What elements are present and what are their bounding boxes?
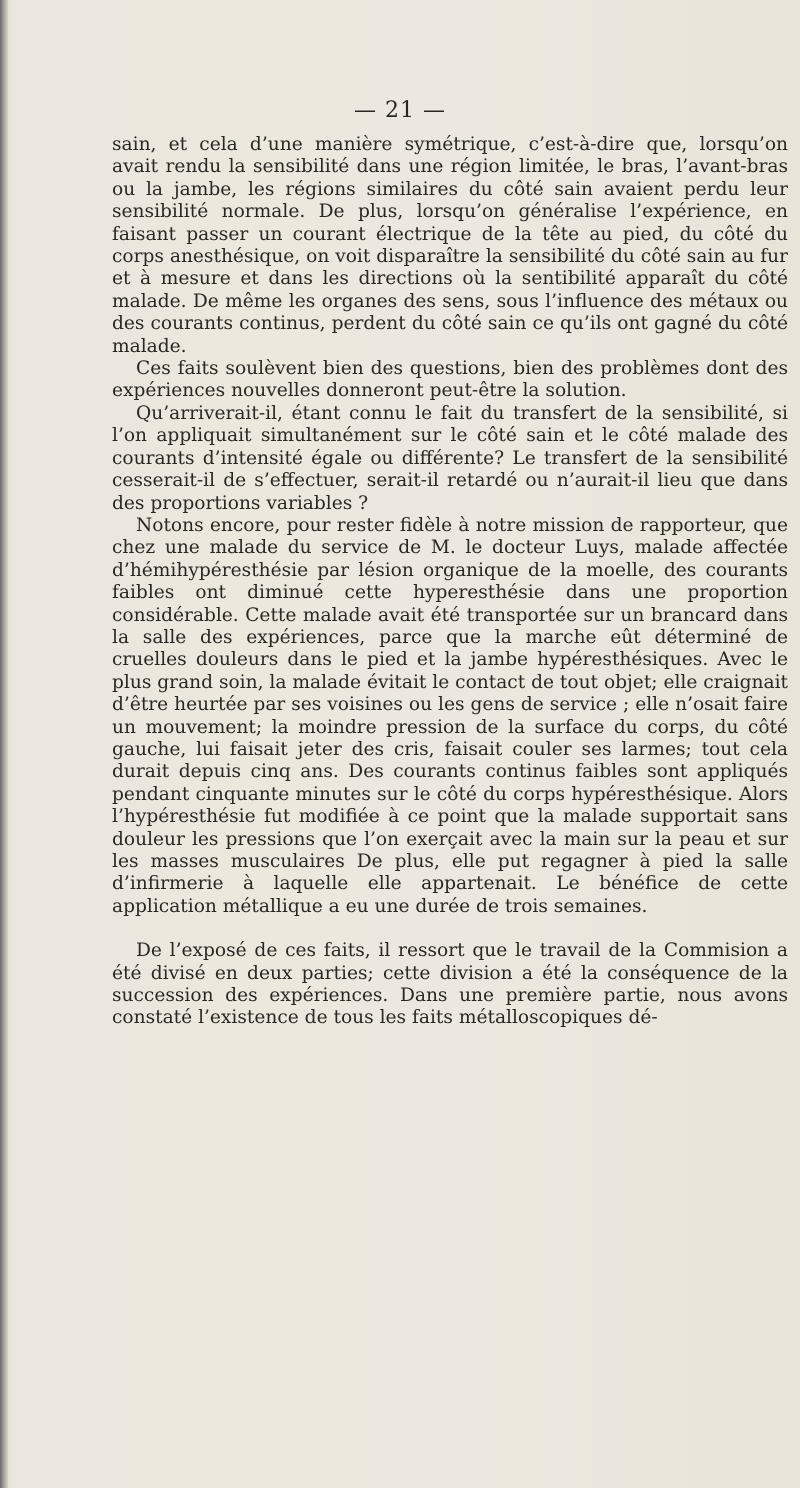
binding-edge <box>0 0 8 1488</box>
page-number: — 21 — <box>354 98 446 123</box>
paragraph-2: Ces faits soulèvent bien des questions, bien des problèmes dont des expériences nouvelles donneront peut-être la solution. <box>112 358 788 402</box>
body-text <box>112 134 788 1030</box>
paragraph-5: De l’exposé de ces faits, il ressort que le travail de la Commision a été divisé en deux parties; cette division a été la conséquence de la succession des expériences. Dans une première partie, nous avons constaté l’existence de tous les faits métalloscopiques dé- <box>112 940 788 1029</box>
paragraph-3: Qu’arriverait-il, étant connu le fait du transfert de la sensibilité, si l’on appliquait simultanément sur le côté sain et le côté malade des courants d’intensité égale ou différente? Le transfert de la sensibilité cesserait-il de s’effectuer, serait-il retardé ou n’aurait-il lieu que dans des proportions variables ? <box>112 402 788 514</box>
paragraph-1: sain, et cela d’une manière symétrique, c’est-à-dire que, lorsqu’on avait rendu la sensibilité dans une région limitée, le bras, l’avant-bras ou la jambe, les régions similaires du côté sain avaient perdu leur sensibilité normale. De plus, lorsqu’on généralise l’expérience, en faisant passer un courant électrique de la tête au pied, du côté du corps anesthésique, on voit disparaître la sensibilité du côté sain au fur et à mesure et dans les directions où la sentibilité apparaît du côté malade. De même les organes des sens, sous l’influence des métaux ou des courants continus, perdent du côté sain ce qu’ils ont gagné du côté malade. <box>112 134 788 357</box>
paragraph-4: Notons encore, pour rester fidèle à notre mission de rapporteur, que chez une malade du service de M. le docteur Luys, malade affectée d’hémihypéresthésie par lésion organique de la moelle, des courants faibles ont diminué cette hyperesthésie dans une proportion considérable. Cette malade avait été transportée sur un brancard dans la salle des expériences, parce que la marche eût déterminé de cruelles douleurs dans le pied et la jambe hypéresthésiques. Avec le plus grand soin, la malade évitait le contact de tout objet; elle craignait d’être heurtée par ses voisines ou les gens de service ; elle n’osait faire un mouvement; la moindre pression de la surface du corps, du côté gauche, lui faisait jeter des cris, faisait couler ses larmes; tout cela durait depuis cinq ans. Des courants continus faibles sont appliqués pendant cinquante minutes sur le côté du corps hypéresthésique. Alors l’hypéresthésie fut modifiée à ce point que la malade supportait sans douleur les pressions que l’on exerçait avec la main sur la peau et sur les masses musculaires De plus, elle put regagner à pied la salle d’infirmerie à laquelle elle appartenait. Le bénéfice de cette application métallique a eu une durée de trois semaines. <box>112 514 788 917</box>
